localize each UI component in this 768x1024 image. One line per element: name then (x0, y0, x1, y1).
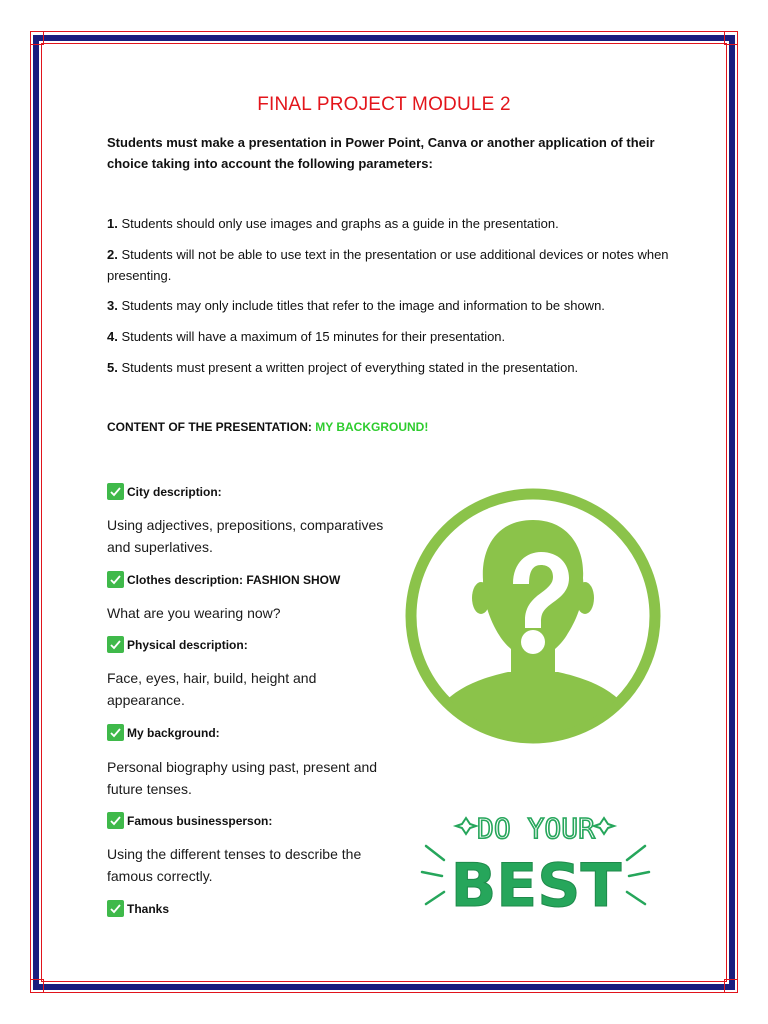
topic-title: Thanks (127, 901, 170, 916)
rule-item (107, 213, 677, 234)
content-heading-accent: MY BACKGROUND! (315, 420, 429, 434)
do-your-best-graphic (418, 800, 653, 930)
rule-text: Students will have a maximum of 15 minutes for their presentation. (121, 329, 506, 344)
checkbox-checked-icon (107, 636, 124, 653)
rule-text: Students may only include titles that refer to the image and information to be shown. (121, 298, 605, 313)
banner-top-text: DO YOUR (476, 812, 596, 845)
rule-text: Students should only use images and graphs as a guide in the presentation. (121, 216, 559, 231)
topic-title: Clothes description: FASHION SHOW (127, 572, 341, 587)
checkbox-checked-icon (107, 483, 124, 500)
checkbox-checked-icon (107, 900, 124, 917)
content-heading-label: CONTENT OF THE PRESENTATION: (107, 420, 312, 434)
topic-title: City description: (127, 484, 222, 499)
topic-description: Using the different tenses to describe the famous correctly. (107, 846, 362, 884)
topic-description: What are you wearing now? (107, 605, 281, 621)
rule-number: 4. (107, 329, 118, 344)
page-title: FINAL PROJECT MODULE 2 (257, 94, 511, 115)
corner-ornament-top-right (724, 31, 738, 45)
intro-paragraph: Students must make a presentation in Power Point, Canva or another application of their choice taking into account the following parameters: (107, 135, 655, 171)
topic-my-background (107, 724, 220, 741)
checkbox-checked-icon (107, 724, 124, 741)
topic-description: Personal biography using past, present and future tenses. (107, 759, 378, 797)
corner-ornament-bottom-right (724, 979, 738, 993)
topic-city-description (107, 483, 222, 500)
rule-item (107, 295, 677, 316)
topic-description: Face, eyes, hair, build, height and appearance. (107, 670, 317, 708)
corner-ornament-top-left (30, 31, 44, 45)
topic-title: Famous businessperson: (127, 813, 273, 828)
rule-text: Students will not be able to use text in the presentation or use additional devices or notes when presenting. (107, 247, 669, 283)
rule-item (107, 244, 677, 286)
topic-physical-description (107, 636, 248, 653)
rule-item (107, 357, 677, 378)
banner-bottom-text: BEST (450, 851, 622, 921)
checkbox-checked-icon (107, 571, 124, 588)
rule-text: Students must present a written project of everything stated in the presentation. (121, 360, 579, 375)
topic-title: My background: (127, 725, 220, 740)
rule-number: 5. (107, 360, 118, 375)
rule-number: 3. (107, 298, 118, 313)
topic-title: Physical description: (127, 637, 248, 652)
topic-clothes-description (107, 571, 340, 588)
corner-ornament-bottom-left (30, 979, 44, 993)
rule-number: 2. (107, 247, 118, 262)
topic-description: Using adjectives, prepositions, comparatives and superlatives. (107, 517, 384, 555)
topic-famous-businessperson (107, 812, 272, 829)
rule-number: 1. (107, 216, 118, 231)
rule-item (107, 326, 677, 347)
topic-thanks (107, 900, 169, 917)
checkbox-checked-icon (107, 812, 124, 829)
unknown-person-question-icon (403, 480, 663, 757)
content-heading (107, 420, 428, 434)
